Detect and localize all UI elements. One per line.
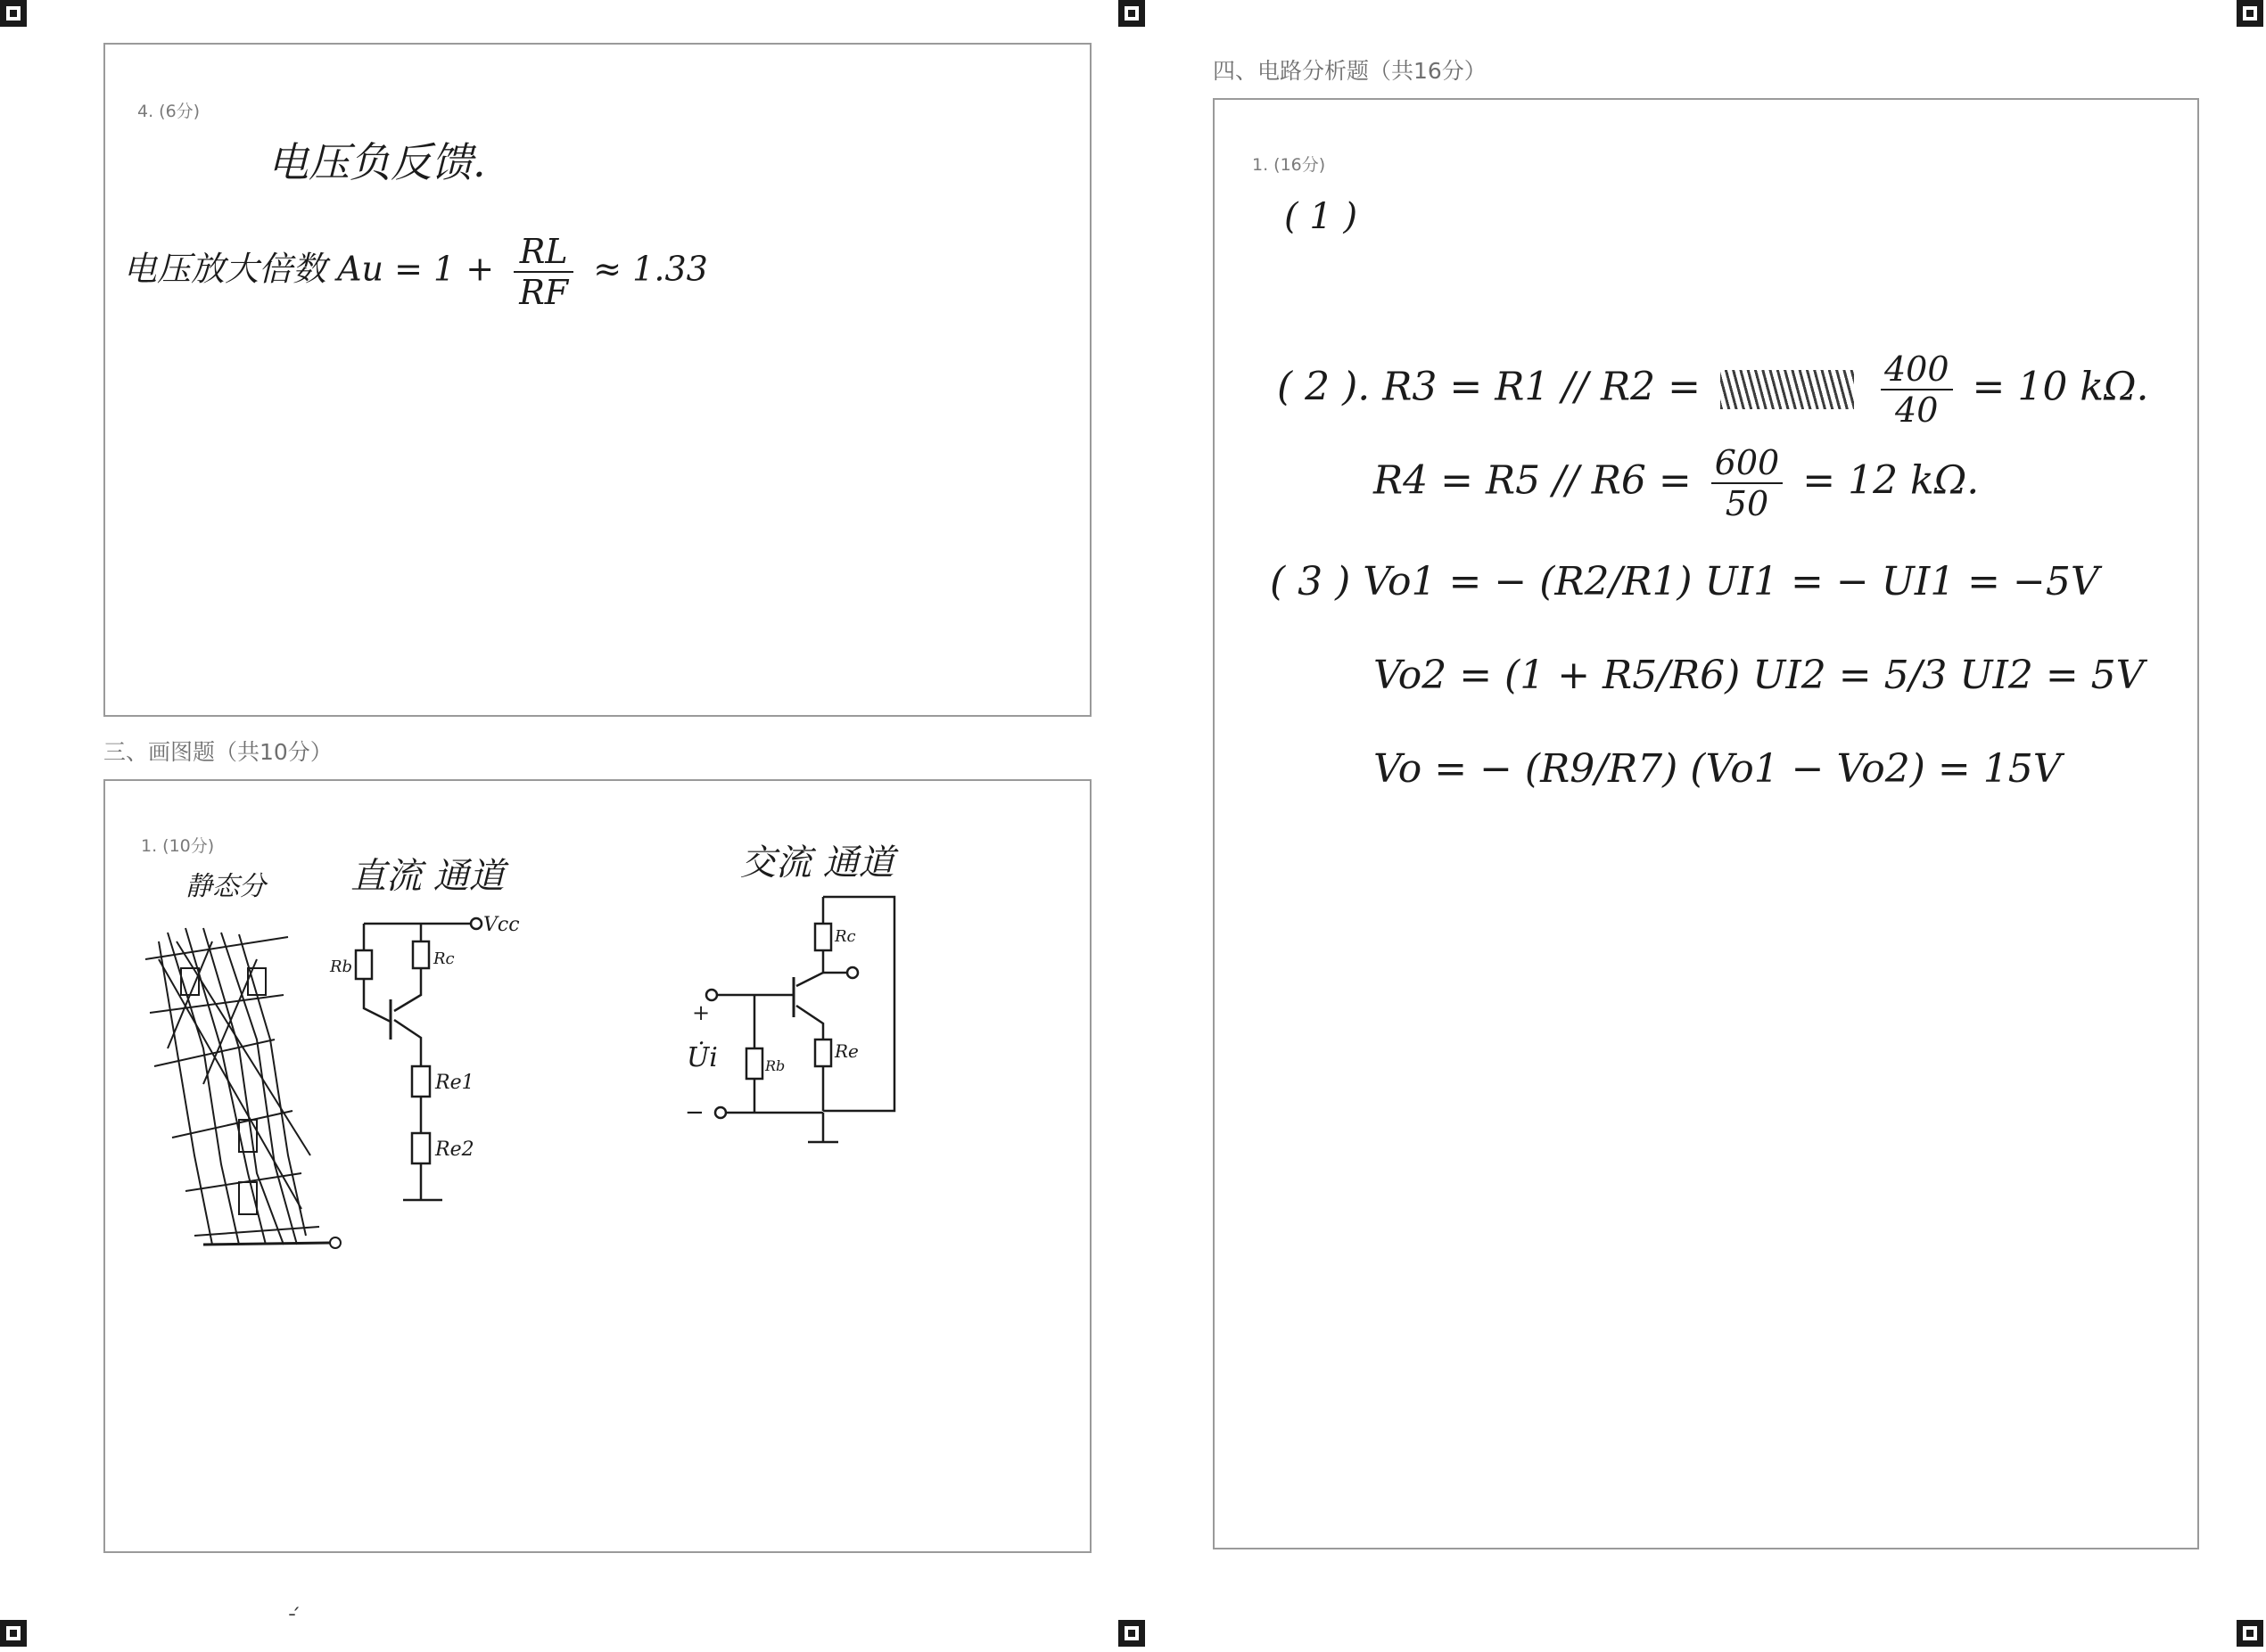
stray-mark: ˏ [291, 1589, 301, 1611]
crossed-out-work [1720, 370, 1854, 409]
label-plus: + [692, 1000, 711, 1025]
section-title-circuit-analysis: 四、电路分析题（共16分） [1213, 58, 1487, 84]
dc-path-label: 直流 通道 [350, 856, 505, 897]
label-rb: Rb [330, 958, 353, 976]
handwritten-answer-line1: 电压负反馈. [268, 138, 486, 186]
question-number: 4. (6分) [137, 102, 201, 121]
alignment-marker-top-right [2237, 0, 2263, 27]
part3-line3: Vo = − (R9/R7) (Vo1 − Vo2) = 15V [1373, 746, 2062, 792]
circuit-drawings [105, 781, 1090, 1551]
fraction-denominator: RF [519, 273, 569, 312]
crossed-label-1: 静态分 [185, 871, 266, 902]
alignment-marker-bottom-left [0, 1620, 27, 1647]
handwritten-answer-line2: 电压放大倍数 Au = 1 + $\frac{RL}{RF}$ ≈ 1.33 [123, 232, 708, 312]
part1-label: ( 1 ) [1284, 196, 1358, 237]
answer-box-q4 [103, 43, 1092, 717]
alignment-marker-top-center [1118, 0, 1145, 27]
answer-box-analysis-q1 [1213, 98, 2199, 1549]
label-rc-ac: Rc [835, 927, 856, 946]
section-title-drawing: 三、画图题（共10分） [103, 739, 333, 765]
question-number: 1. (16分) [1252, 155, 1326, 175]
part2-line1: ( 2 ). R3 = R1 // R2 = $\frac{400}{40}$ = 10 kΩ. [1277, 349, 2149, 430]
alignment-marker-top-left [0, 0, 27, 27]
alignment-marker-bottom-right [2237, 1620, 2263, 1647]
label-minus: − [685, 1099, 705, 1126]
label-re1: Re1 [435, 1072, 474, 1094]
ac-circuit [706, 897, 894, 1142]
stray-mark: ˉ [287, 1612, 297, 1634]
answer-box-drawing-q1 [103, 779, 1092, 1553]
fraction-numerator: RL [514, 232, 573, 273]
part3-line1: ( 3 ) Vo1 = − (R2/R1) UI1 = − UI1 = −5V [1270, 559, 2099, 604]
label-re-ac: Re [835, 1040, 859, 1062]
crossed-out-sketch [145, 928, 341, 1248]
label-rb-ac: Rb [765, 1057, 786, 1074]
label-ui: U̇i [687, 1042, 718, 1073]
question-number: 1. (10分) [141, 836, 215, 856]
label-vcc: Vcc [483, 914, 520, 936]
label-rc: Rc [433, 949, 455, 968]
ac-path-label: 交流 通道 [740, 842, 894, 884]
alignment-marker-bottom-center [1118, 1620, 1145, 1647]
part3-line2: Vo2 = (1 + R5/R6) UI2 = 5/3 UI2 = 5V [1373, 653, 2145, 698]
part2-line2: R4 = R5 // R6 = $\frac{600}{50}$ = 12 kΩ. [1373, 443, 1980, 523]
label-re2: Re2 [435, 1138, 474, 1161]
